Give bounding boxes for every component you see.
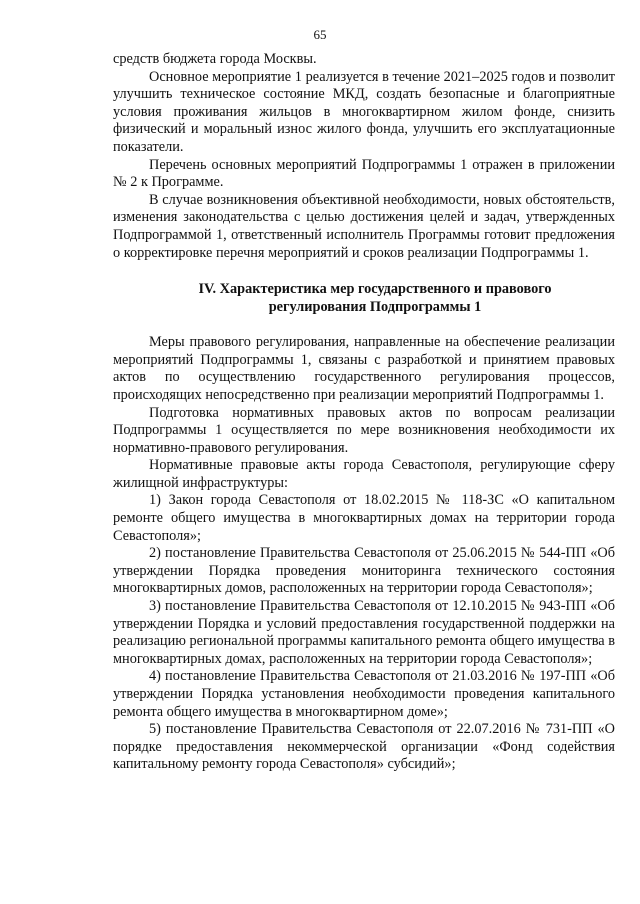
section-heading-line: регулирования Подпрограммы 1 bbox=[268, 299, 482, 316]
paragraph: Основное мероприятие 1 реализуется в течение 2021–2025 годов и позволит улучшить техническое состояние МКД, создать безопасные и благоприятные условия проживания жильцов в многоквартирном жилом фонде, снизить физический и моральный износ жилого фонда, улучшить его эксплуатационные показатели. bbox=[113, 68, 615, 155]
paragraph: Перечень основных мероприятий Подпрограммы 1 отражен в приложении № 2 к Программе. bbox=[113, 156, 615, 191]
list-item: 4) постановление Правительства Севастополя от 21.03.2016 № 197-ПП «Об утверждении Порядка установления необходимости проведения капитального ремонта общего имущества в многоквартирном доме»; bbox=[113, 668, 615, 720]
list-item: 1) Закон города Севастополя от 18.02.2015 № 118-ЗС «О капитальном ремонте общего имущества в многоквартирных домах на территории города Севастополя»; bbox=[113, 492, 615, 544]
paragraph: Меры правового регулирования, направленные на обеспечение реализации мероприятий Подпрограммы 1, связаны с разработкой и принятием правовых актов по осуществлению государственного регулирования процессов, происходящих непосредственно при реализации мероприятий Подпрограммы 1. bbox=[113, 334, 615, 403]
legal-acts-list bbox=[113, 492, 615, 774]
section-heading-line: IV. Характеристика мер государственного и правового bbox=[198, 281, 552, 298]
spacer bbox=[113, 316, 615, 334]
spacer bbox=[113, 262, 615, 280]
list-item: 5) постановление Правительства Севастополя от 22.07.2016 № 731-ПП «О порядке предоставления некоммерческой организации «Фонд содействия капитальному ремонту города Севастополя» субсидий»; bbox=[113, 721, 615, 773]
paragraph: Подготовка нормативных правовых актов по вопросам реализации Подпрограммы 1 осуществляется по мере возникновения необходимости их нормативно-правового регулирования. bbox=[113, 404, 615, 456]
paragraph: В случае возникновения объективной необходимости, новых обстоятельств, изменения законодательства с целью достижения целей и задач, утвержденных Подпрограммой 1, ответственный исполнитель Программы готовит предложения о корректировке перечня мероприятий и сроков реализации Подпрограммы 1. bbox=[113, 191, 615, 261]
page-number: 65 bbox=[313, 27, 327, 42]
paragraph: Нормативные правовые акты города Севастополя, регулирующие сферу жилищной инфраструктуры: bbox=[113, 457, 615, 491]
list-item: 3) постановление Правительства Севастополя от 12.10.2015 № 943-ПП «Об утверждении Порядка и условий предоставления государственной поддержки на реализацию региональной программы капитального ремонта общего имущества в многоквартирных домах, расположенных на территории города Севастополя»; bbox=[113, 598, 615, 667]
document-body bbox=[113, 51, 615, 774]
section-heading bbox=[113, 280, 615, 316]
paragraph: средств бюджета города Москвы. bbox=[113, 51, 317, 67]
list-item: 2) постановление Правительства Севастополя от 25.06.2015 № 544-ПП «Об утверждении Порядка проведения мониторинга технического состояния многоквартирных домов, расположенных на территории города Севастополя»; bbox=[113, 545, 615, 597]
